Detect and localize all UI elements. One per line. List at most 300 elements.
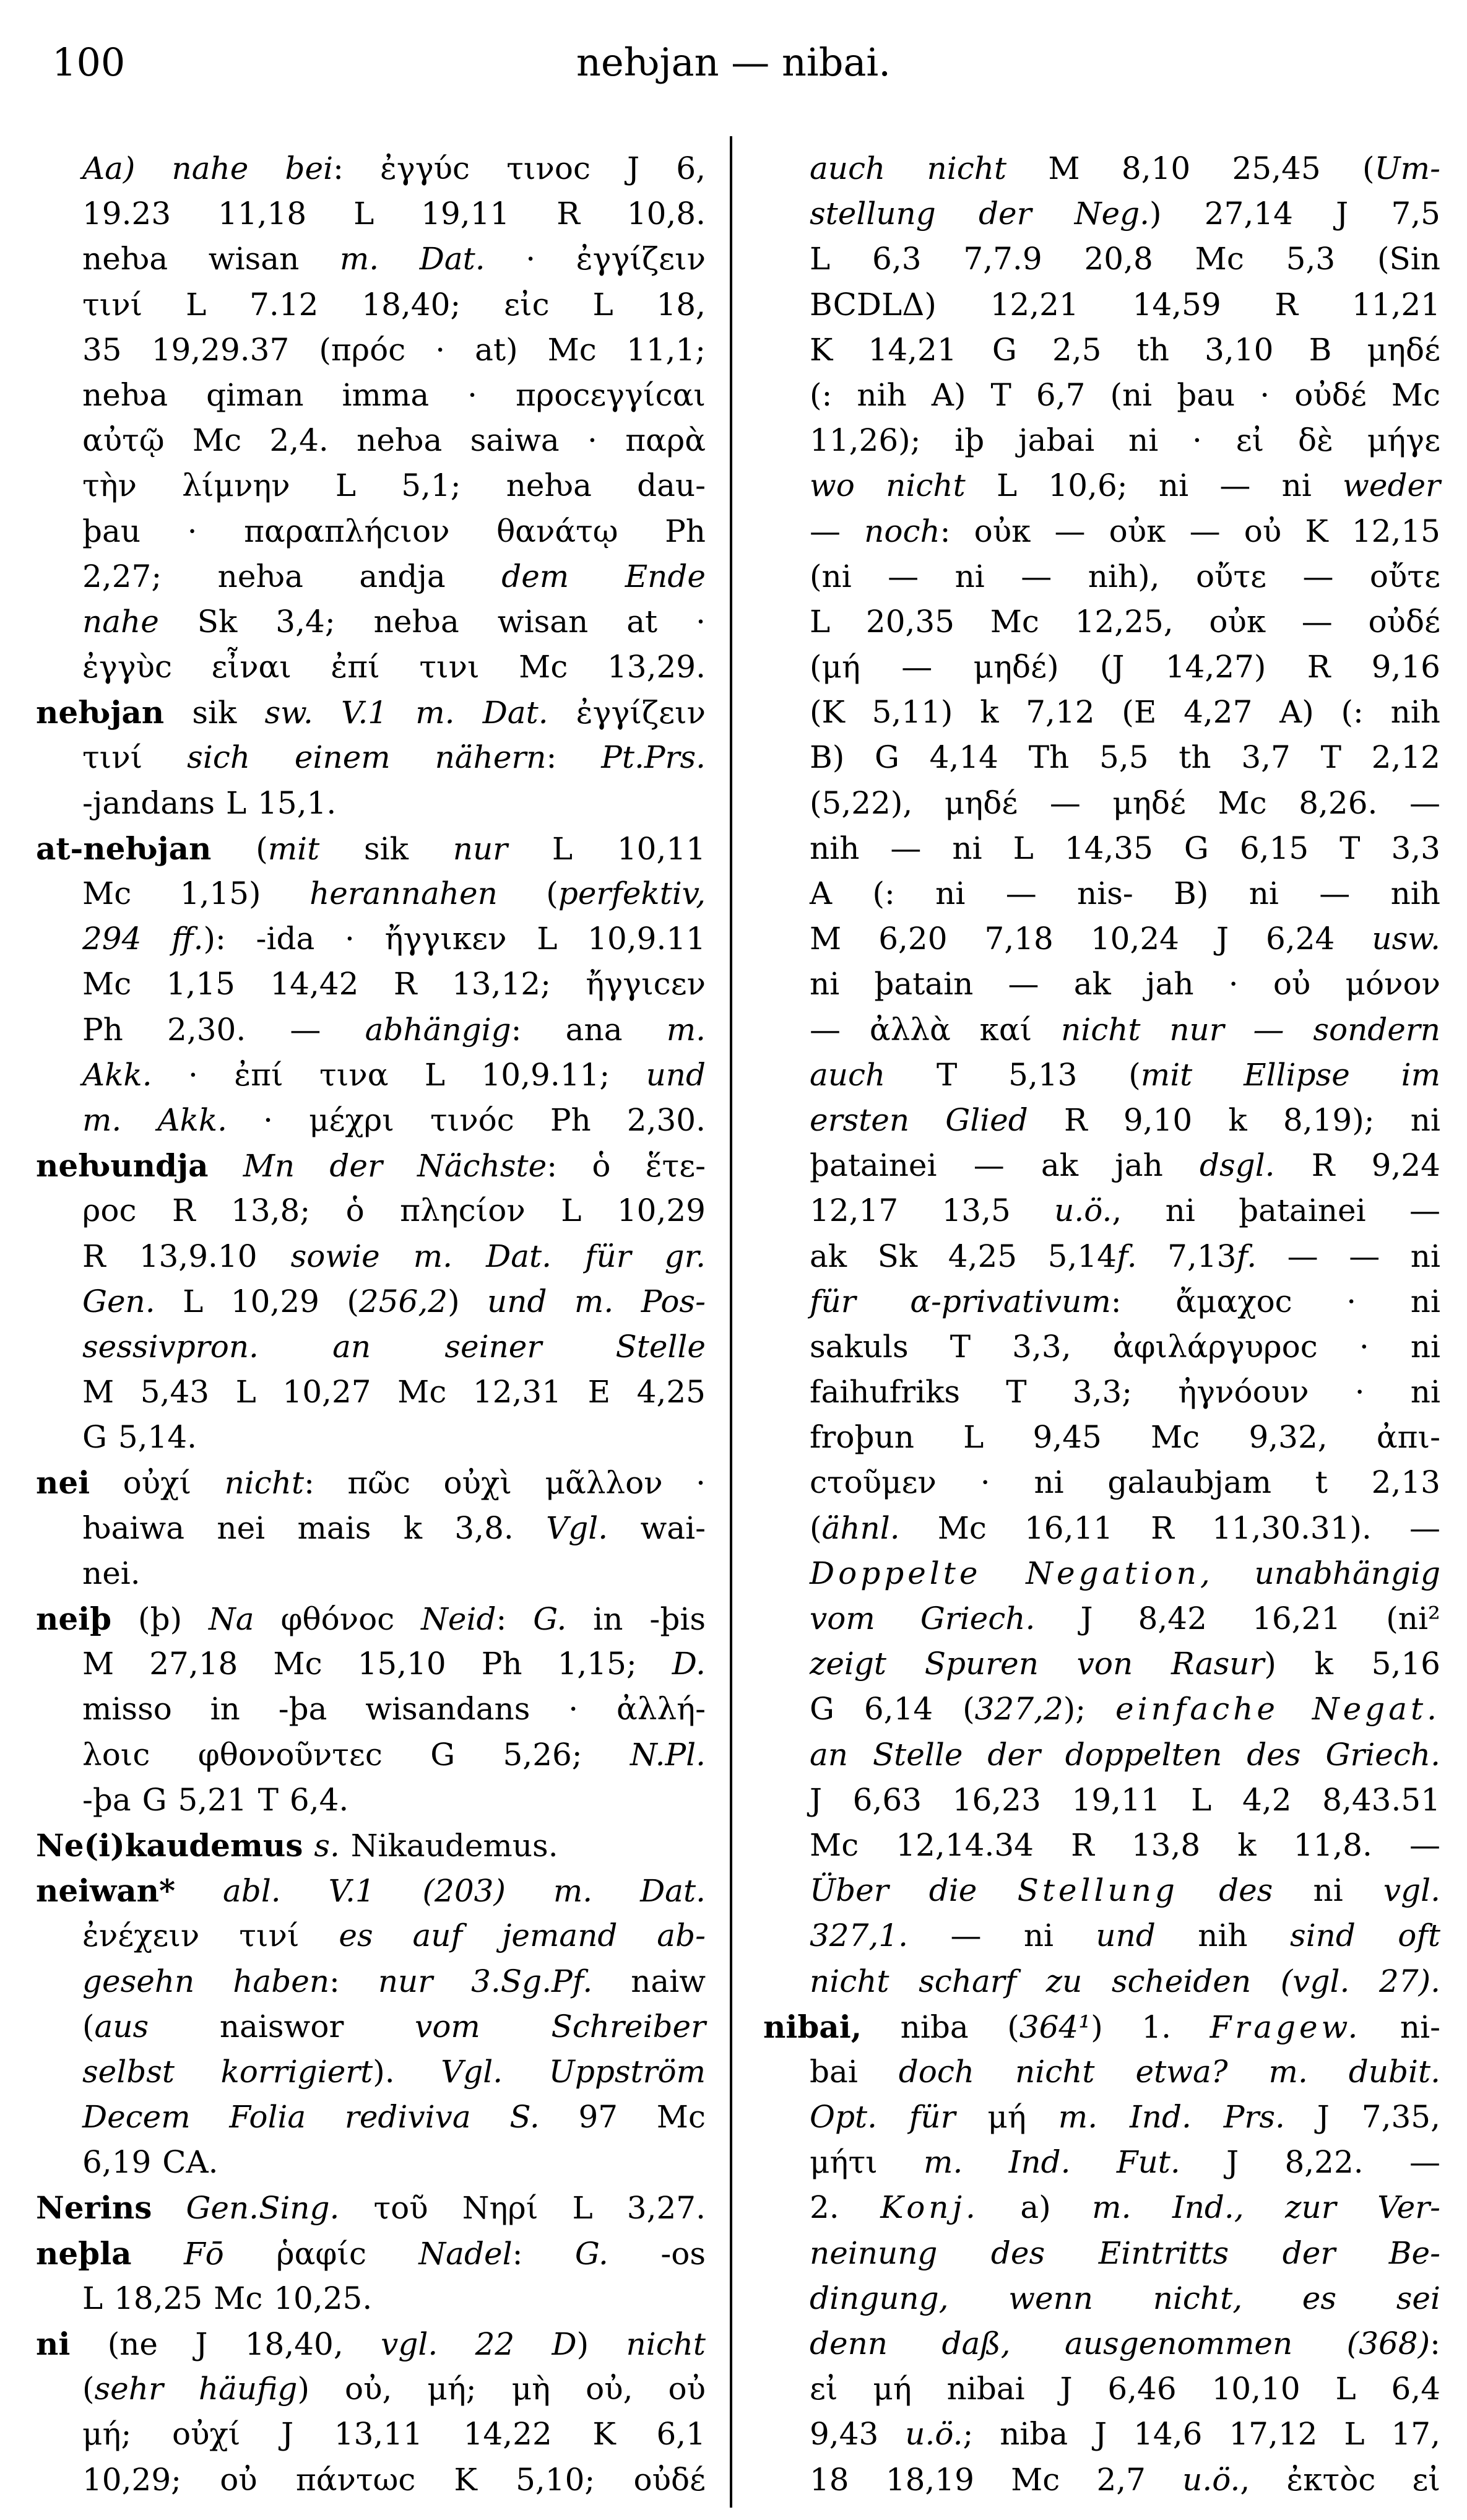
text-segment: ni (36, 2326, 71, 2362)
text-segment: sessivpron. an seiner Stelle (82, 1328, 706, 1365)
text-line (36, 962, 706, 1007)
text-line (36, 328, 706, 373)
text-segment: sik (319, 830, 453, 867)
text-line (36, 1234, 706, 1279)
text-segment: sik (164, 695, 265, 731)
text-segment: ni- (1361, 2009, 1441, 2045)
text-line (36, 871, 706, 916)
text-segment: ἐγγὺc εἶναι ἐπί τινι (82, 649, 519, 685)
text-segment: R 13,9.10 (82, 1238, 291, 1274)
text-line (36, 1007, 706, 1053)
text-segment: Mc (1391, 376, 1440, 413)
text-segment: L 18,25 Mc 10,25. (82, 2280, 373, 2316)
text-line (36, 916, 706, 962)
text-segment: J 7,35, (1284, 2099, 1440, 2135)
text-segment: : (333, 150, 381, 186)
text-segment: προcεγγίcαι (515, 376, 706, 413)
text-segment: Mn der Nächste (243, 1148, 547, 1184)
text-segment: Doppelte Negation, (810, 1555, 1214, 1591)
text-segment: ) 27,14 J 7,5 (1149, 196, 1440, 232)
text-segment: G. (533, 1601, 567, 1637)
text-line (36, 237, 706, 282)
text-segment: L 7.12 18,40; (186, 286, 504, 323)
text-line (36, 1415, 706, 1460)
text-segment: s. (314, 1827, 340, 1864)
text-segment: ( (497, 875, 558, 911)
text-segment: ak Sk 4,25 5,14 (810, 1238, 1117, 1274)
text-segment: D. (672, 1646, 706, 1682)
text-segment: Nikaudemus. (339, 1827, 558, 1864)
text-line (763, 2321, 1440, 2366)
text-segment: Mc 16,11 R 11,30.31). — (899, 1510, 1440, 1546)
text-line (763, 645, 1440, 690)
text-line (763, 2276, 1440, 2321)
text-segment: 11,26); iþ jabai ni · (810, 422, 1236, 459)
text-segment: ƕaiwa nei mais k 3,8. (82, 1510, 547, 1546)
text-line (36, 1460, 706, 1505)
text-segment (339, 2190, 373, 2226)
text-line (763, 509, 1440, 554)
text-line (36, 1143, 706, 1188)
text-segment: J 8,42 16,21 (ni² (1035, 1601, 1440, 1636)
text-line (36, 1823, 706, 1868)
text-segment: L 10,29 (561, 1193, 706, 1229)
text-segment: R 9,24 (1274, 1147, 1440, 1184)
text-segment: — ni (908, 1918, 1096, 1954)
text-segment: Gen.Sing. (186, 2190, 340, 2227)
text-segment: unabhängig (1213, 1555, 1440, 1591)
text-line (763, 1687, 1440, 1732)
text-segment: G. (574, 2235, 608, 2272)
text-segment: Opt. für (810, 2099, 988, 2135)
text-segment: neƕjan (36, 694, 165, 731)
text-segment: οὐ μόνον (1273, 966, 1440, 1002)
text-segment: a) (979, 2189, 1093, 2226)
text-segment: N.Pl. (630, 1736, 706, 1773)
text-segment: : (1430, 2326, 1440, 2361)
text-line (763, 1823, 1440, 1868)
text-segment: sowie m. Dat. für gr. (290, 1238, 706, 1274)
text-segment: 97 Mc (539, 2099, 706, 2135)
text-segment: — — ni (1257, 1238, 1440, 1274)
text-line (36, 1641, 706, 1687)
text-segment: ῥαφίc (276, 2235, 419, 2272)
text-line (763, 1370, 1440, 1415)
text-segment: 7,13 (1136, 1238, 1237, 1274)
text-segment (132, 2236, 184, 2272)
text-segment: auch (810, 1056, 937, 1093)
text-line (763, 2049, 1440, 2095)
text-segment: Vgl. (546, 1510, 608, 1546)
text-segment: L 20,35 Mc 12,25, (810, 603, 1210, 640)
text-line (36, 1913, 706, 1958)
text-segment: gesehn haben (82, 1963, 330, 1999)
text-segment: μέχρι τινόc (309, 1101, 550, 1138)
text-segment: — (810, 513, 865, 549)
text-segment: 10,29; (82, 2461, 220, 2498)
text-line (763, 1913, 1440, 1958)
text-segment: ) (297, 2371, 345, 2407)
text-segment: : (329, 1963, 378, 1999)
text-line (763, 1641, 1440, 1687)
text-segment: nicht (626, 2326, 706, 2362)
text-segment: Mc 1,15 14,42 R 13,12; (82, 966, 586, 1002)
text-line (763, 871, 1440, 916)
text-segment: A (: ni — nis- B) ni — nih (810, 875, 1440, 911)
text-segment: 6,19 CA. (82, 2144, 219, 2181)
text-segment: abhängig (365, 1011, 511, 1048)
text-segment: bai (810, 2053, 899, 2090)
text-segment: 18 18,19 Mc 2,7 (810, 2461, 1183, 2498)
text-line (36, 1596, 706, 1641)
text-segment: παρὰ (625, 422, 706, 459)
text-segment: ἠγνόουν (1178, 1374, 1309, 1410)
text-segment: K 12,15 (1305, 513, 1440, 549)
text-segment: nei. (82, 1555, 141, 1591)
text-segment: · ni galaubjam t 2,13 (936, 1464, 1440, 1501)
text-segment: — (810, 1011, 870, 1048)
text-line (36, 645, 706, 690)
text-segment: τοῦ Νηρί (373, 2190, 573, 2227)
text-segment: Um- (1374, 150, 1440, 186)
text-segment: 2. (810, 2189, 881, 2226)
text-segment: ) (576, 2326, 626, 2362)
text-line (763, 1551, 1440, 1596)
text-segment: εἰ μή (810, 2371, 947, 2407)
text-line (763, 735, 1440, 780)
text-segment: 2,27; neƕa andja (82, 558, 502, 594)
text-segment: ( (82, 2008, 95, 2044)
text-segment: -os (608, 2235, 706, 2272)
text-segment: vom Schreiber (415, 2008, 706, 2044)
text-line (763, 463, 1440, 508)
text-segment: M 5,43 L 10,27 Mc 12,31 E 4,25 (82, 1374, 706, 1410)
text-segment: u.ö. (905, 2416, 963, 2453)
text-segment: wo nicht (810, 467, 997, 504)
text-segment: ni þatain — ak jah · (810, 966, 1273, 1002)
text-segment: (: nih A) T 6,7 (ni þau · (810, 376, 1295, 413)
text-segment: · at) Mc 11,1; (405, 331, 706, 368)
text-segment: Ph 2,30. — (82, 1011, 365, 1048)
text-segment: m. Ind., zur Ver- (1092, 2189, 1440, 2226)
text-segment: Nadel (418, 2235, 513, 2272)
text-segment: Neid (421, 1601, 496, 1637)
text-line (763, 237, 1440, 282)
text-segment: ; niba J 14,6 17,12 L 17, (963, 2416, 1440, 2453)
text-line (763, 418, 1440, 463)
text-segment: G 5,14. (82, 1419, 197, 1456)
text-segment: 256,2 (358, 1283, 448, 1319)
text-segment: herannahen (309, 875, 498, 911)
text-line (763, 1234, 1440, 1279)
text-segment: ( (810, 649, 822, 685)
text-segment: J 6, (627, 150, 706, 186)
text-line (36, 690, 706, 735)
text-segment: Sk 3,4; neƕa wisan at · (197, 603, 706, 640)
text-segment: mit (267, 830, 320, 867)
text-segment: noch (864, 513, 940, 549)
text-segment: neƕundja (36, 1147, 209, 1184)
text-segment: naiswor (149, 2008, 415, 2044)
text-segment: Mc 2,4. neƕa saiwa · (192, 422, 626, 459)
text-line (36, 1370, 706, 1415)
text-segment (548, 695, 576, 731)
text-segment: Konj. (880, 2189, 979, 2226)
text-segment (254, 1601, 281, 1637)
text-segment: M 6,20 7,18 10,24 J 6,24 (810, 921, 1372, 957)
text-segment: , (1240, 2461, 1287, 2498)
text-line (36, 826, 706, 871)
text-segment: ὁ πληcίον (345, 1193, 561, 1229)
text-line (763, 1460, 1440, 1505)
text-segment: 364¹ (1019, 2009, 1091, 2045)
column-divider (730, 136, 732, 2508)
text-segment: οὐ πάντωc (220, 2461, 454, 2498)
text-line (763, 554, 1440, 599)
text-segment: πρόc (331, 331, 406, 368)
text-line (36, 1098, 706, 1143)
text-line (763, 282, 1440, 328)
text-line (36, 1959, 706, 2004)
text-segment: L 18, (592, 286, 706, 323)
text-line (36, 191, 706, 237)
running-title: neƕjan — nibai. (576, 40, 891, 85)
text-segment: f. (1236, 1238, 1257, 1274)
text-segment: neþla (36, 2235, 132, 2272)
text-segment: G 5,26; (430, 1736, 631, 1773)
text-line (763, 2457, 1440, 2503)
text-segment: L 3,27. (572, 2190, 706, 2227)
text-segment: Fō (183, 2235, 224, 2272)
text-segment: mit Ellipse im (1140, 1056, 1440, 1093)
text-segment: Mc 13,29. (519, 649, 706, 685)
text-line (36, 418, 706, 463)
text-segment: þatainei — ak jah (810, 1147, 1200, 1184)
text-segment: perfektiv, (558, 875, 706, 911)
text-line (36, 2412, 706, 2457)
text-segment: λοιc φθονοῦντεc (82, 1736, 431, 1773)
text-segment: nicht (224, 1465, 305, 1501)
text-segment: · (227, 1101, 309, 1138)
text-line (763, 191, 1440, 237)
text-segment: J 8,22. — (1180, 2144, 1440, 2181)
text-segment: ) k 5,16 (1264, 1646, 1440, 1682)
text-segment: : (547, 1148, 592, 1184)
text-segment: in -þis (566, 1601, 706, 1637)
text-segment: K 14,21 G 2,5 th 3,10 B (810, 331, 1367, 368)
text-segment: Aa) nahe bei (82, 150, 334, 186)
text-segment: Decem Folia rediviva S. (82, 2099, 540, 2135)
text-segment: L 5,1; neƕa dau- (335, 467, 706, 504)
text-segment: ). (373, 2053, 441, 2090)
text-segment: 9,43 (810, 2416, 906, 2453)
text-segment: αὐτῷ (82, 422, 193, 459)
text-line (36, 599, 706, 645)
text-line (36, 1506, 706, 1551)
text-segment: οὐχί (123, 1465, 225, 1501)
text-segment: εἰ δὲ μήγε (1235, 422, 1441, 459)
text-segment: dsgl. (1200, 1147, 1275, 1184)
text-segment: ἐπί τινα (234, 1056, 425, 1093)
text-segment: οὐκ — οὐκ — οὐ (974, 513, 1305, 549)
text-segment: -jandans L 15,1. (82, 784, 337, 821)
text-segment: stellung der Neg. (810, 196, 1149, 232)
text-segment: : ana (511, 1011, 667, 1048)
text-line (763, 1188, 1440, 1233)
text-segment: : (940, 513, 974, 549)
text-line (36, 373, 706, 418)
text-segment: τινί (82, 286, 186, 323)
text-segment: Akk. (82, 1056, 152, 1093)
text-segment: · ni (1292, 1283, 1440, 1319)
text-line (36, 1778, 706, 1823)
text-segment: Pt.Prs. (601, 739, 706, 776)
text-line (36, 509, 706, 554)
text-line (36, 2049, 706, 2095)
text-line (763, 1596, 1440, 1641)
text-segment: εἰc (504, 286, 593, 323)
text-line (763, 2366, 1440, 2412)
text-segment: ἀλλή- (617, 1691, 706, 1727)
text-segment: L 10,11 (508, 830, 706, 867)
text-segment: Nerins (36, 2189, 152, 2227)
text-segment: B) G 4,14 Th 5,5 th 3,7 T 2,12 (810, 739, 1440, 776)
text-line (763, 1098, 1440, 1143)
text-line (763, 1279, 1440, 1324)
text-segment: usw. (1372, 921, 1440, 957)
text-segment: ἀλλὰ καί (869, 1011, 1062, 1048)
text-segment: nei (36, 1464, 90, 1501)
text-segment: u.ö. (1054, 1193, 1112, 1229)
text-segment: οὐδέ (633, 2461, 706, 2498)
text-segment: L 10,6; ni — ni (996, 467, 1343, 504)
text-line (763, 1868, 1440, 1913)
text-segment: ἐγγύc τινοc (380, 150, 628, 186)
text-line (763, 1506, 1440, 1551)
text-segment: ἀφιλάργυροc (1112, 1328, 1318, 1365)
text-segment: sakuls T 3,3, (810, 1328, 1113, 1365)
text-line (36, 2231, 706, 2276)
text-line (36, 282, 706, 328)
text-line (763, 781, 1440, 826)
text-segment: Mc 12,14.34 R 13,8 k 11,8. — (810, 1827, 1440, 1863)
text-segment: ἀπι- (1376, 1419, 1440, 1456)
text-segment: Über die (810, 1872, 1018, 1909)
text-segment: nur (452, 830, 508, 867)
text-segment: BCDLΔ) 12,21 14,59 R 11,21 (810, 286, 1440, 323)
text-segment: : (304, 1465, 348, 1501)
text-line (763, 1143, 1440, 1188)
text-line (763, 328, 1440, 373)
text-segment: 327,1. (810, 1918, 909, 1954)
text-line (36, 781, 706, 826)
text-segment: μηδέ — μηδέ (944, 784, 1218, 821)
text-segment: Fragew. (1210, 2009, 1362, 2045)
text-line (36, 1324, 706, 1370)
text-line (763, 599, 1440, 645)
text-segment: ροc (82, 1193, 172, 1229)
text-line (36, 1551, 706, 1596)
text-line (763, 962, 1440, 1007)
text-line (763, 1959, 1440, 2004)
text-segment: μή; οὐχί (82, 2416, 282, 2453)
text-segment: Mc 8,26. — (1218, 784, 1440, 821)
text-segment: des (1178, 1872, 1313, 1909)
text-line (36, 1053, 706, 1098)
text-line (36, 1868, 706, 1913)
text-segment: M 8,10 25,45 ( (1048, 150, 1375, 186)
text-segment: vgl. 22 D (381, 2326, 577, 2362)
text-segment: m. Akk. (82, 1101, 228, 1138)
text-segment: und (646, 1056, 706, 1093)
text-line (763, 373, 1440, 418)
text-segment: für α-privativum (810, 1283, 1111, 1319)
text-segment: οὔτε — οὔτε (1195, 558, 1440, 594)
text-segment: Gen. (82, 1283, 155, 1319)
text-segment: nicht nur — sondern (1061, 1011, 1440, 1048)
text-line (36, 554, 706, 599)
text-segment: vgl. (1343, 1872, 1441, 1909)
text-segment: niba ( (862, 2009, 1019, 2045)
text-segment: ersten Glied (810, 1101, 1064, 1138)
text-line (763, 1778, 1440, 1823)
column-left (36, 146, 706, 2503)
text-segment: 35 19,29.37 ( (82, 331, 331, 368)
text-segment: (ni — ni — nih), (810, 558, 1196, 594)
text-line (36, 146, 706, 191)
text-segment: selbst korrigiert (82, 2053, 373, 2090)
text-line (36, 2457, 706, 2503)
text-segment: : (1110, 1283, 1176, 1319)
text-segment: ) 1. (1091, 2009, 1210, 2045)
text-segment: ἐκτὸc εἰ (1286, 2461, 1440, 2498)
text-segment: ( (211, 830, 268, 867)
text-segment: nih (1155, 1918, 1291, 1954)
text-line (763, 1007, 1440, 1053)
text-segment: misso in -þa wisandans · (82, 1691, 617, 1727)
text-segment (224, 2236, 276, 2272)
text-line (36, 2095, 706, 2140)
text-segment: neiwan* (36, 1872, 176, 1910)
text-line (763, 2140, 1440, 2185)
text-line (763, 2004, 1440, 2049)
text-segment: wai- (608, 1510, 706, 1546)
text-line (763, 1324, 1440, 1370)
text-segment: ); (1063, 1691, 1116, 1727)
text-segment: ἄμαχοc (1175, 1283, 1292, 1319)
text-segment: ähnl. (821, 1510, 900, 1546)
text-segment: Na (209, 1601, 254, 1637)
text-segment: K 5,10; (454, 2461, 634, 2498)
text-segment: (K 5,11) k 7,12 (E 4,27 A) (: nih (810, 694, 1440, 731)
text-segment: Mc 1,15) (82, 875, 310, 911)
text-segment: : (546, 739, 602, 776)
text-line (36, 2185, 706, 2230)
text-segment: denn daß, ausgenommen (368) (810, 2326, 1430, 2361)
text-line (36, 2276, 706, 2321)
text-segment: 19.23 11,18 L 19,11 R 10,8. (82, 196, 706, 232)
text-segment: L 6,3 7,7.9 20,8 Mc 5,3 (Sin (810, 241, 1440, 277)
text-segment: Ph (665, 513, 706, 549)
text-segment: und (1096, 1918, 1156, 1954)
text-segment: L 10,9.11 (537, 921, 706, 957)
text-segment: 12,17 13,5 (810, 1193, 1055, 1229)
text-segment: sind oft (1290, 1918, 1440, 1954)
text-segment: faihufriks T 3,3; (810, 1374, 1179, 1410)
text-segment: T 5,13 ( (937, 1056, 1141, 1093)
text-segment: sich einem nähern (187, 739, 547, 776)
text-segment: m. Dat. (339, 241, 485, 277)
